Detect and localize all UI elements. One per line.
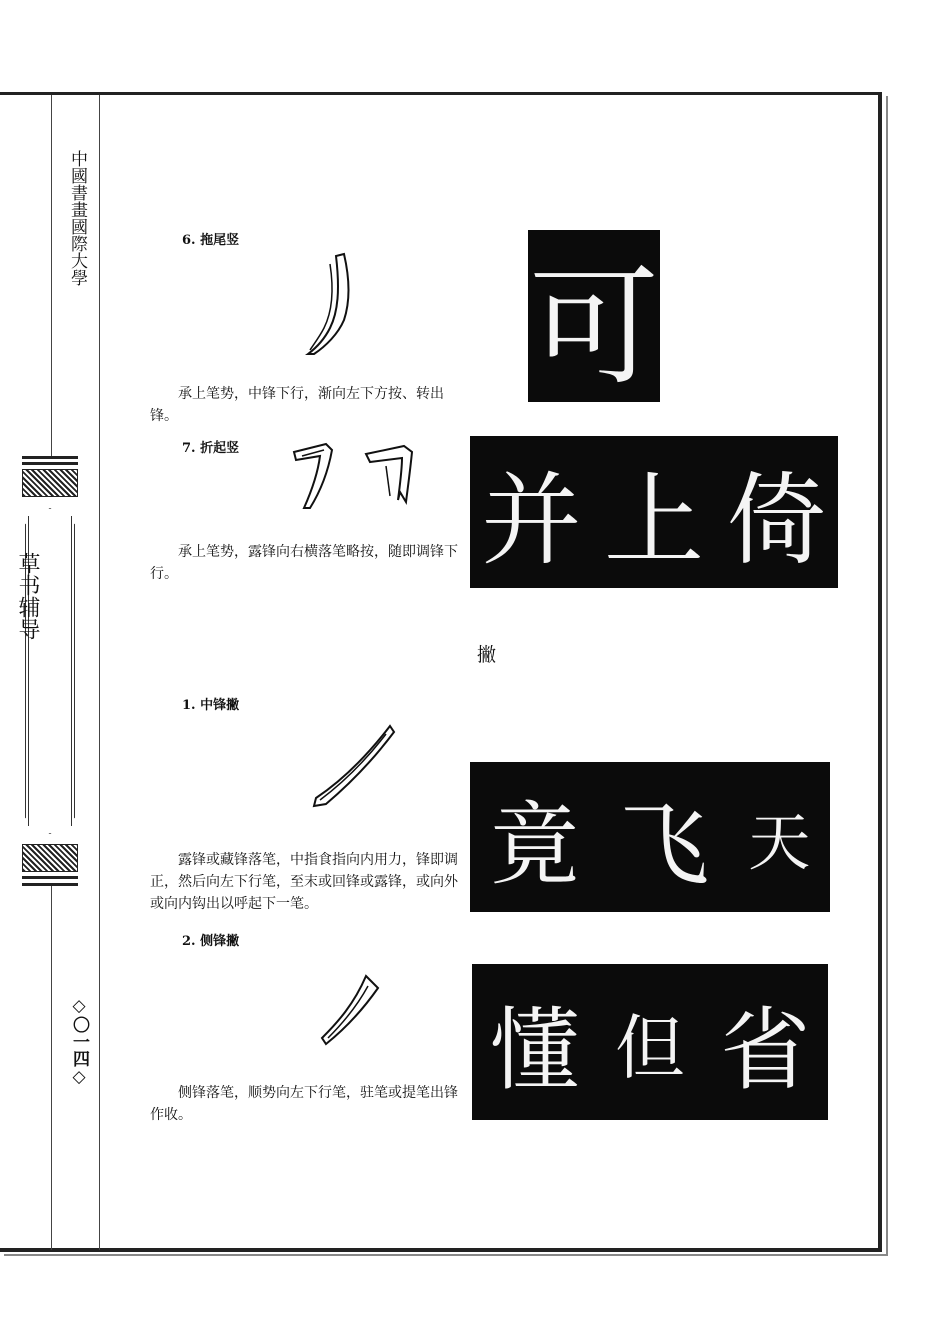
- book-title-box: [15, 456, 80, 886]
- calligraphy-sample-1: [528, 230, 660, 402]
- calligraphy-char: 但: [614, 1006, 685, 1089]
- school-name: 中國書畫國際大學: [62, 150, 90, 286]
- margin-rule-right: [99, 95, 100, 1250]
- ornament-bar: [22, 462, 78, 465]
- calligraphy-sample-3: [470, 762, 830, 912]
- heading-zhongfeng-pie: 1. 中锋撇: [182, 698, 240, 713]
- page-number: ◇〇一四◇: [62, 996, 90, 1087]
- text-zhongfeng-pie: 露锋或藏锋落笔，中指食指向内用力，锋即调正，然后向左下行笔，至末或回锋或露锋，或向外或向内钩出以呼起下一笔。: [150, 852, 458, 912]
- text-tuowei-shu: 承上笔势，中锋下行，渐向左下方按、转出锋。: [150, 386, 444, 424]
- stroke-diagram-zhongfeng-pie: [306, 720, 402, 812]
- calligraphy-sample-2: [470, 436, 838, 588]
- calligraphy-sample-4: [472, 964, 828, 1120]
- calligraphy-char: 倚: [726, 462, 827, 579]
- calligraphy-char: 上: [603, 462, 704, 579]
- calligraphy-char: 天: [748, 805, 811, 879]
- calligraphy-char: 省: [720, 998, 811, 1103]
- calligraphy-char: 飞: [618, 793, 709, 898]
- text-cefeng-pie: 侧锋落笔，顺势向左下行笔，驻笔或提笔出锋作收。: [150, 1085, 458, 1123]
- book-title: 草书辅导: [15, 552, 40, 640]
- text-zheqi-shu: 承上笔势，露锋向右横落笔略按，随即调锋下行。: [150, 544, 458, 582]
- calligraphy-char: 竟: [489, 793, 580, 898]
- ornament-hatch: [22, 844, 78, 872]
- calligraphy-char: 并: [481, 462, 582, 579]
- ornament-bar: [22, 456, 78, 459]
- section-title-pie: 撇: [477, 644, 497, 666]
- heading-zheqi-shu: 7. 折起竖: [182, 441, 240, 456]
- ornament-bar: [22, 876, 78, 879]
- ornament-bar: [22, 883, 78, 886]
- heading-cefeng-pie: 2. 侧锋撇: [182, 934, 240, 949]
- calligraphy-char: 可: [528, 250, 659, 402]
- heading-tuowei-shu: 6. 拖尾竖: [182, 233, 240, 248]
- stroke-diagram-tuowei-shu: [300, 250, 370, 360]
- calligraphy-char: 懂: [489, 998, 580, 1103]
- stroke-diagram-zheqi-shu: [286, 436, 426, 516]
- ornament-hatch: [22, 469, 78, 497]
- stroke-diagram-cefeng-pie: [316, 970, 388, 1050]
